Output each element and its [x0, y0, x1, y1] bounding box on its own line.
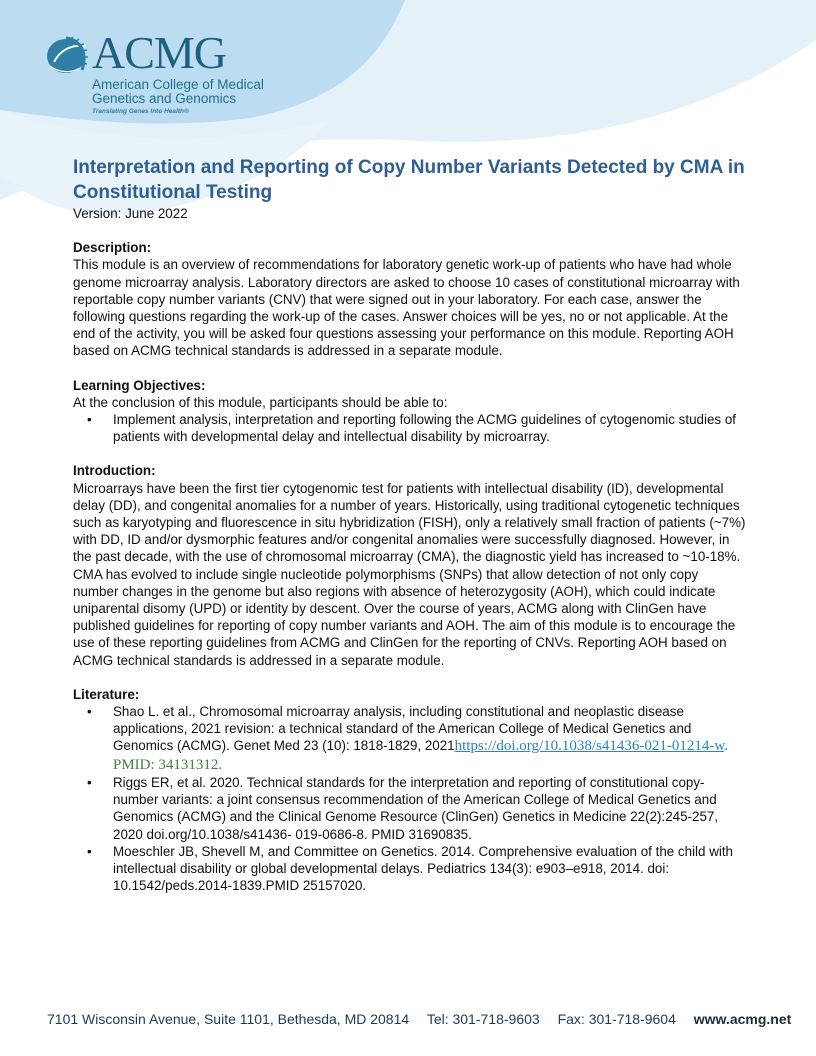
version-label: Version: June 2022: [73, 206, 188, 221]
description-heading: Description:: [73, 240, 152, 256]
introduction-text: Microarrays have been the first tier cytogenomic test for patients with intellectual disability (ID), developmental delay (DD), and congenital anomalies for a number of years. Historically, using traditional cytogenetic techniques such as karyotyping and fluorescence in situ hybridization (FISH), only a relatively small fraction of patients (~7%) with DD, ID and/or dysmorphic features and/or congenital anomalies were successfully diagnosed. However, in the past decade, with the use of chromosomal microarray (CMA), the diagnostic yield has increased to ~10-18%. CMA has evolved to include single nucleotide polymorphisms (SNPs) that allow detection of not only copy number changes in the genome but also regions with absence of heterozygosity (AOH), which could indicate uniparental disomy (UPD) or identity by descent. Over the course of years, ACMG along with ClinGen have published guidelines for reporting of copy number variants and AOH. The aim of this module is to encourage the use of these reporting guidelines from ACMG and ClinGen for the reporting of CNVs. Reporting AOH based on ACMG technical standards is addressed in a separate module.: [73, 480, 746, 668]
objective-item: • Implement analysis, interpretation and reporting following the ACMG guidelines of cytogenomic studies of patients with developmental delay and intellectual disability by microarray.: [113, 411, 747, 445]
objectives-intro: At the conclusion of this module, participants should be able to:: [73, 394, 448, 410]
acmg-helix-globe-icon: [46, 34, 92, 76]
description-text: This module is an overview of recommendations for laboratory genetic work-up of patients who have had whole genome microarray analysis. Laboratory directors are asked to choose 10 cases of constitutional microarray with reportable copy number variants (CNV) that were signed out in your laboratory. For each case, answer the following questions regarding the work-up of the cases. Answer choices will be yes, no or not applicable. At the end of the activity, you will be asked four questions assessing your performance on this module. Reporting AOH based on ACMG technical standards is addressed in a separate module.: [73, 257, 740, 359]
footer-phone: Tel: 301-718-9603: [426, 1011, 540, 1027]
pmid-text: . PMID: 34131312.: [113, 738, 728, 773]
footer-address: 7101 Wisconsin Avenue, Suite 1101, Bethesda, MD 20814: [47, 1011, 410, 1027]
literature-item-moeschler: • Moeschler JB, Shevell M, and Committee on Genetics. 2014. Comprehensive evaluation of the child with intellectual disability or global developmental delays. Pediatrics 134(3): e903–e918, 2014. doi: 10.1542/peds.2014-1839.PMID 25157020.: [113, 843, 747, 895]
logo-name-line1: American College of Medical: [92, 77, 264, 92]
doi-link[interactable]: https://doi.org/10.1038/s41436-021-01214-w: [454, 738, 725, 755]
literature-item-riggs: • Riggs ER, et al. 2020. Technical standards for the interpretation and reporting of constitutional copy-number variants: a joint consensus recommendation of the American College of Medical Genetics and Genomics (ACMG) and the Clinical Genome Resource (ClinGen) Genetics in Medicine 22(2):245-257, 2020 doi.org/10.1038/s41436- 019-0686-8. PMID 31690835.: [113, 774, 747, 843]
literature-list: [73, 703, 747, 894]
introduction-heading: Introduction:: [73, 463, 156, 479]
literature-citation-text: Shao L. et al., Chromosomal microarray analysis, including constitutional and neoplastic disease applications, 2021 revision: a technical standard of the American College of Medical Genetics and Genomics (ACMG). Genet Med 23 (10): 1818-1829, 2021: [113, 704, 692, 754]
document-body: [73, 155, 747, 894]
logo-acronym: ACMG: [92, 27, 227, 78]
logo-tagline: Translating Genes Into Health®: [92, 108, 189, 115]
footer-website-link[interactable]: www.acmg.net: [693, 1011, 792, 1027]
logo-name-line2: Genetics and Genomics: [92, 91, 237, 106]
footer-contact: [47, 1011, 792, 1027]
footer-fax: Fax: 301-718-9604: [557, 1011, 676, 1027]
page-title: Interpretation and Reporting of Copy Number Variants Detected by CMA in Constitutional Testing: [73, 157, 745, 203]
objectives-heading: Learning Objectives:: [73, 377, 206, 393]
logo-organization-name: [92, 78, 292, 106]
literature-item-shao: [113, 703, 747, 774]
objectives-list: [73, 411, 747, 445]
literature-heading: Literature:: [73, 686, 140, 702]
